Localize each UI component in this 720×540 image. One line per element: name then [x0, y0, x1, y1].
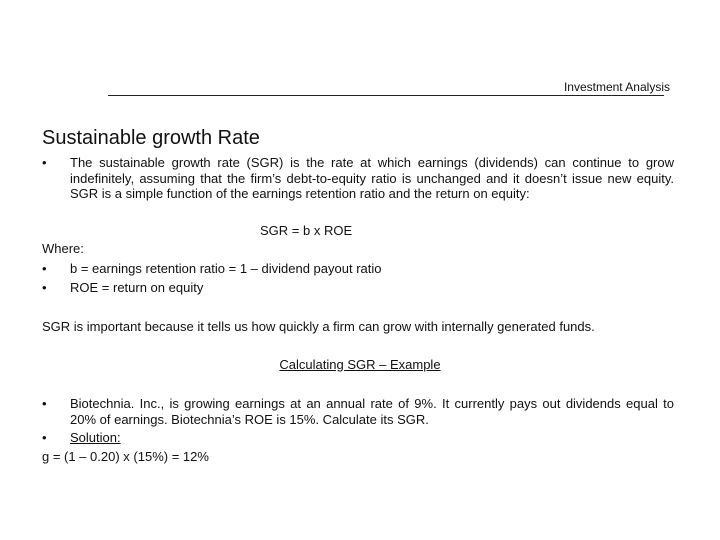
bullet-marker: •	[42, 261, 47, 276]
sgr-formula: SGR = b x ROE	[260, 223, 353, 238]
bullet-marker: •	[42, 396, 47, 411]
intro-bullet	[42, 155, 674, 219]
example-problem-text: Biotechnia. Inc., is growing earnings at an annual rate of 9%. It currently pays out dividends equal to 20% of earnings. Biotechnia’s ROE is 15%. Calculate its SGR.	[70, 396, 674, 427]
where-item-text: ROE = return on equity	[70, 280, 204, 295]
intro-text: The sustainable growth rate (SGR) is the rate at which earnings (dividends) can continue to grow indefinitely, assuming that the firm’s debt-to-equity ratio is unchanged and it doesn’t issue new equity. SGR is a simple function of the earnings retention ratio and the return on equity:	[70, 155, 674, 201]
example-heading: Calculating SGR – Example	[279, 357, 441, 372]
importance-text: SGR is important because it tells us how quickly a firm can grow with internally generated funds.	[42, 319, 595, 334]
example-result: g = (1 – 0.20) x (15%) = 12%	[42, 449, 209, 464]
example-problem	[42, 396, 674, 428]
where-label: Where:	[42, 241, 84, 256]
header-rule	[108, 95, 664, 96]
header-label: Investment Analysis	[563, 80, 670, 94]
bullet-marker: •	[42, 280, 47, 295]
where-item-roe	[42, 280, 674, 296]
bullet-marker: •	[42, 430, 47, 445]
where-item-b	[42, 261, 674, 277]
example-solution	[42, 430, 674, 446]
where-item-text: b = earnings retention ratio = 1 – dividend payout ratio	[70, 261, 382, 276]
slide-title: Sustainable growth Rate	[42, 127, 260, 149]
solution-label: Solution:	[70, 430, 121, 445]
bullet-marker: •	[42, 155, 47, 170]
